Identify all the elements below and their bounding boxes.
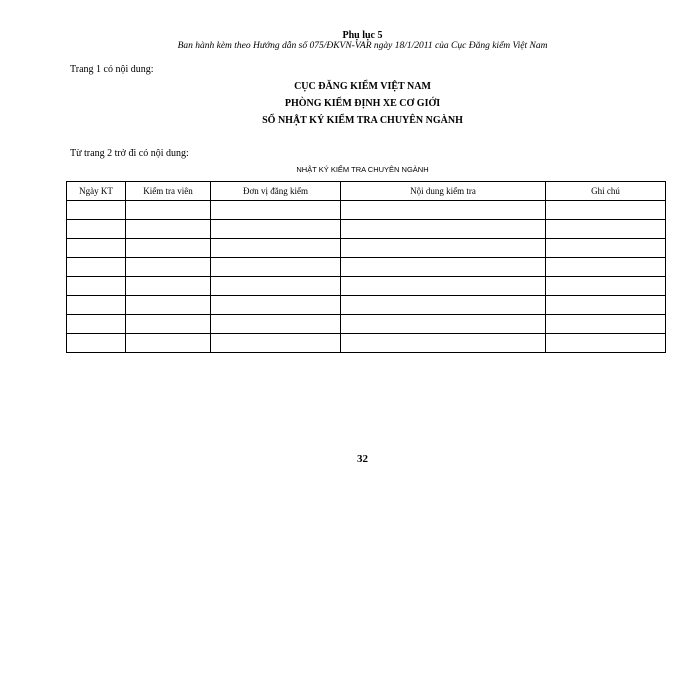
table-cell bbox=[211, 296, 341, 315]
column-header-inspector: Kiểm tra viên bbox=[126, 182, 211, 201]
table-cell bbox=[126, 201, 211, 220]
column-header-unit: Đơn vị đăng kiểm bbox=[211, 182, 341, 201]
table-cell bbox=[546, 296, 666, 315]
table-cell bbox=[67, 334, 126, 353]
table-row bbox=[67, 239, 666, 258]
table-cell bbox=[211, 334, 341, 353]
table-cell bbox=[67, 258, 126, 277]
table-cell bbox=[126, 220, 211, 239]
inspection-log-table bbox=[66, 181, 666, 353]
column-header-content: Nội dung kiểm tra bbox=[341, 182, 546, 201]
table-cell bbox=[211, 239, 341, 258]
table-cell bbox=[341, 258, 546, 277]
table-header-row bbox=[67, 182, 666, 201]
column-header-notes: Ghi chú bbox=[546, 182, 666, 201]
appendix-title: Phụ lục 5 bbox=[342, 30, 383, 41]
table-cell bbox=[546, 239, 666, 258]
table-cell bbox=[546, 315, 666, 334]
page-number: 32 bbox=[357, 453, 368, 465]
table-cell bbox=[211, 201, 341, 220]
table-cell bbox=[67, 296, 126, 315]
table-row bbox=[67, 220, 666, 239]
table-cell bbox=[67, 220, 126, 239]
log-table-title: NHẬT KÝ KIỂM TRA CHUYÊN NGÀNH bbox=[296, 165, 429, 174]
table-cell bbox=[126, 258, 211, 277]
table-cell bbox=[546, 201, 666, 220]
table-cell bbox=[341, 296, 546, 315]
table-cell bbox=[67, 201, 126, 220]
column-header-date: Ngày KT bbox=[67, 182, 126, 201]
table-cell bbox=[67, 239, 126, 258]
table-cell bbox=[67, 277, 126, 296]
table-cell bbox=[546, 258, 666, 277]
table-cell bbox=[341, 220, 546, 239]
table-row bbox=[67, 277, 666, 296]
table-cell bbox=[546, 334, 666, 353]
table-cell bbox=[341, 277, 546, 296]
table-row bbox=[67, 201, 666, 220]
table-cell bbox=[126, 334, 211, 353]
table-cell bbox=[126, 277, 211, 296]
table-cell bbox=[341, 201, 546, 220]
page1-label: Trang 1 có nội dung: bbox=[70, 64, 154, 75]
table-cell bbox=[546, 277, 666, 296]
cover-line-agency: CỤC ĐĂNG KIỂM VIỆT NAM bbox=[294, 81, 431, 92]
table-cell bbox=[341, 315, 546, 334]
cover-line-book-title: SỔ NHẬT KÝ KIỂM TRA CHUYÊN NGÀNH bbox=[262, 115, 463, 126]
page2-label: Từ trang 2 trở đi có nội dung: bbox=[70, 148, 189, 159]
table-cell bbox=[126, 296, 211, 315]
table-cell bbox=[126, 239, 211, 258]
table-cell bbox=[341, 334, 546, 353]
table-cell bbox=[546, 220, 666, 239]
cover-line-department: PHÒNG KIỂM ĐỊNH XE CƠ GIỚI bbox=[284, 98, 441, 109]
appendix-subtitle: Ban hành kèm theo Hướng dẫn số 075/ĐKVN-VAR ngày 18/1/2011 của Cục Đăng kiểm Việt Nam bbox=[177, 41, 548, 51]
table-cell bbox=[211, 277, 341, 296]
table-cell bbox=[211, 315, 341, 334]
table-row bbox=[67, 258, 666, 277]
table-cell bbox=[211, 258, 341, 277]
table-cell bbox=[126, 315, 211, 334]
table-row bbox=[67, 296, 666, 315]
table-cell bbox=[67, 315, 126, 334]
table-row bbox=[67, 315, 666, 334]
table-row bbox=[67, 334, 666, 353]
table-cell bbox=[341, 239, 546, 258]
table-cell bbox=[211, 220, 341, 239]
